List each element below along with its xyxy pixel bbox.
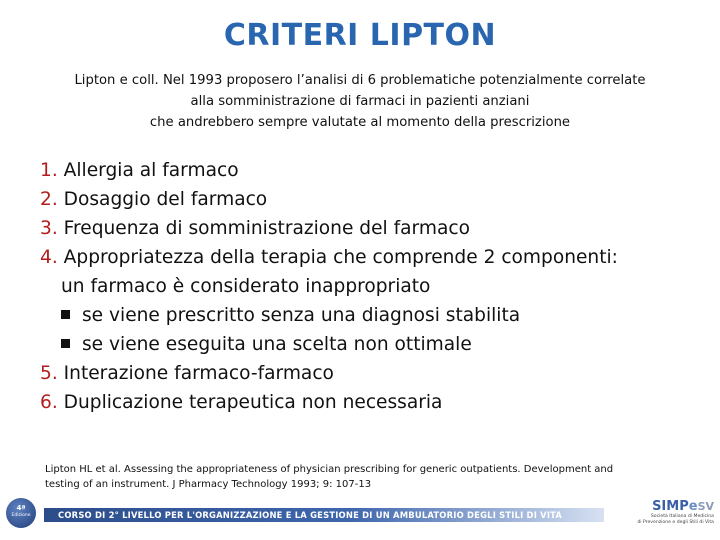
intro-paragraph — [20, 70, 700, 133]
logo-part: SIMP — [652, 499, 689, 514]
logo-subtitle: Società Italiana di Medicina — [650, 514, 714, 519]
criterion-item — [40, 156, 700, 185]
edition-badge — [6, 498, 36, 528]
criterion-number: 2. — [40, 189, 58, 210]
criterion-text: Frequenza di somministrazione del farmaco — [63, 218, 470, 239]
sub-bullet — [40, 330, 700, 359]
criterion-text: Appropriatezza della terapia che comprende 2 componenti: — [63, 247, 618, 268]
square-bullet-icon — [61, 339, 70, 348]
reference-line: Lipton HL et al. Assessing the appropriateness of physician prescribing for generic outpatients. Development and — [45, 464, 614, 475]
criterion-number: 3. — [40, 218, 58, 239]
logo-part: e — [688, 499, 698, 514]
footer — [0, 498, 720, 538]
course-title: CORSO DI 2° LIVELLO PER L'ORGANIZZAZIONE E LA GESTIONE DI UN AMBULATORIO DEGLI STILI DI VITA — [58, 510, 563, 520]
intro-line: che andrebbero sempre valutate al momento della prescrizione — [149, 115, 571, 130]
criterion-item — [40, 243, 700, 272]
criterion-number: 6. — [40, 392, 58, 413]
criterion-item — [40, 185, 700, 214]
edition-number: 4ª — [16, 504, 26, 512]
criterion-number: 5. — [40, 363, 58, 384]
intro-line: Lipton e coll. Nel 1993 proposero l’analisi di 6 problematiche potenzialmente correlate — [74, 73, 646, 88]
slide-title: CRITERI LIPTON — [223, 18, 497, 53]
logo-subtitle: di Prevenzione e degli Stili di Vita — [637, 519, 714, 525]
criterion-continuation: un farmaco è considerato inappropriato — [61, 276, 431, 297]
logo-wordmark — [634, 500, 714, 514]
reference-line: testing of an instrument. J Pharmacy Technology 1993; 9: 107-13 — [45, 479, 372, 490]
logo-part: SV — [697, 500, 714, 513]
simpesv-logo — [634, 500, 714, 536]
intro-line: alla somministrazione di farmaci in pazienti anziani — [190, 94, 530, 109]
criterion-item — [40, 388, 700, 417]
criterion-number: 1. — [40, 160, 58, 181]
criterion-item — [40, 214, 700, 243]
reference-citation — [45, 462, 645, 492]
criterion-number: 4. — [40, 247, 58, 268]
criterion-text: Allergia al farmaco — [63, 160, 239, 181]
criterion-text: Interazione farmaco-farmaco — [63, 363, 334, 384]
criterion-item — [40, 359, 700, 388]
sub-bullet-text: se viene prescritto senza una diagnosi stabilita — [82, 305, 521, 326]
criterion-text: Duplicazione terapeutica non necessaria — [63, 392, 443, 413]
sub-bullet — [40, 301, 700, 330]
square-bullet-icon — [61, 310, 70, 319]
criterion-text: Dosaggio del farmaco — [63, 189, 268, 210]
edition-label: Edizione — [11, 513, 31, 518]
criteria-list — [40, 156, 700, 417]
sub-bullet-text: se viene eseguita una scelta non ottimale — [82, 334, 472, 355]
